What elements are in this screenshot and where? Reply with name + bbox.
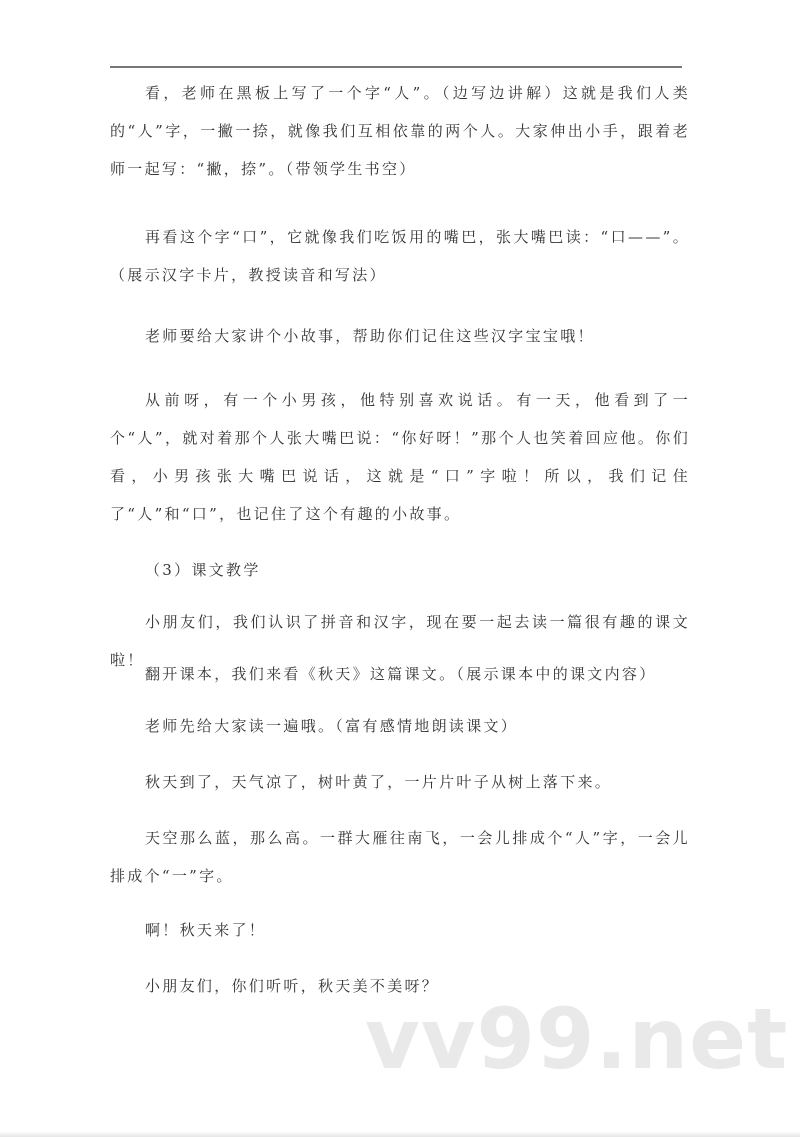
page-edge	[0, 1131, 800, 1137]
watermark: vv99.net	[365, 990, 789, 1088]
paragraph: 再看这个字“口”，它就像我们吃饭用的嘴巴，张大嘴巴读：“口——”。（展示汉字卡片，教授读音和写法）	[110, 228, 690, 284]
paragraph: 翻开课本，我们来看《秋天》这篇课文。（展示课本中的课文内容）	[145, 665, 657, 683]
paragraph: 秋天到了，天气凉了，树叶黄了，一片片叶子从树上落下来。	[145, 773, 613, 791]
paragraph: 从前呀，有一个小男孩，他特别喜欢说话。有一天，他看到了一个“人”，就对着那个人张大嘴巴说：“你好呀！”那个人也笑着回应他。你们看，小男孩张大嘴巴说话，这就是“口”字啦！所以，我们记住了“人”和“口”，也记住了这个有趣的小故事。	[110, 391, 690, 523]
header-rule	[110, 66, 682, 68]
paragraph: 啊！秋天来了！	[145, 921, 267, 939]
paragraph: 老师先给大家读一遍哦。（富有感情地朗读课文）	[145, 717, 519, 735]
paragraph: 老师要给大家讲个小故事，帮助你们记住这些汉字宝宝哦！	[145, 327, 595, 345]
paragraph: 看，老师在黑板上写了一个字“人”。（边写边讲解）这就是我们人类的“人”字，一撇一捺，就像我们互相依靠的两个人。大家伸出小手，跟着老师一起写：“撇，捺”。（带领学生书空）	[110, 84, 690, 178]
paragraph: 小朋友们，你们听听，秋天美不美呀？	[145, 977, 440, 995]
paragraph: 天空那么蓝，那么高。一群大雁往南飞，一会儿排成个“人”字，一会儿排成个“一”字。	[110, 829, 690, 885]
paragraph: 小朋友们，我们认识了拼音和汉字，现在要一起去读一篇很有趣的课文啦！	[110, 613, 690, 669]
section-heading: （3）课文教学	[145, 561, 261, 579]
